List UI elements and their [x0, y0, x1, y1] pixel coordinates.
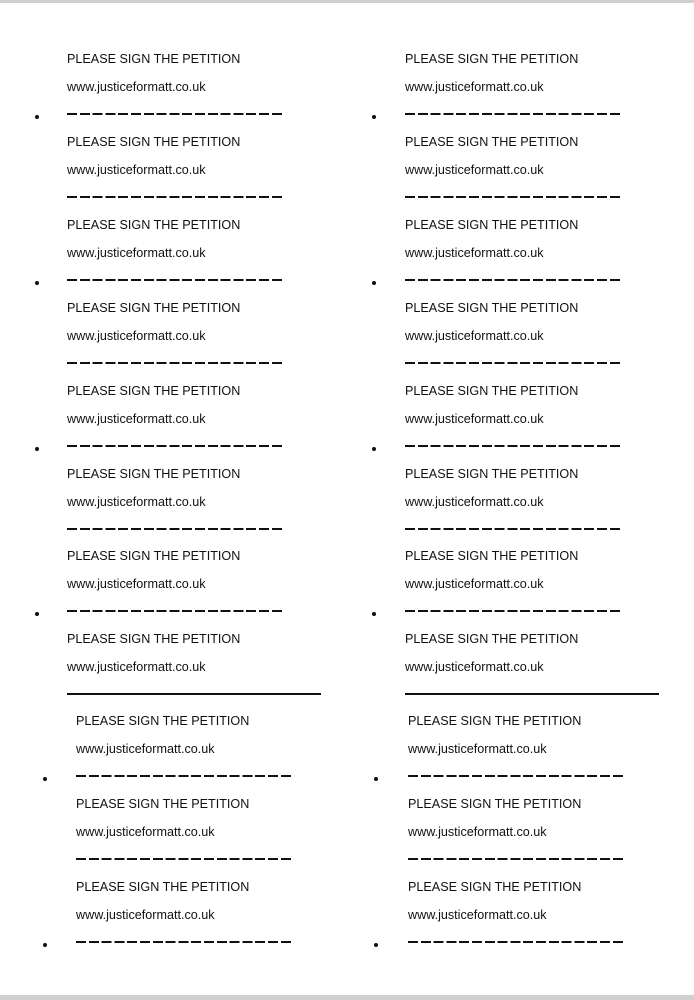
cut-line	[76, 775, 292, 777]
petition-heading: PLEASE SIGN THE PETITION	[405, 135, 579, 149]
petition-url: www.justiceformatt.co.uk	[67, 80, 206, 94]
petition-heading: PLEASE SIGN THE PETITION	[76, 797, 250, 811]
petition-url: www.justiceformatt.co.uk	[67, 495, 206, 509]
petition-heading: PLEASE SIGN THE PETITION	[76, 714, 250, 728]
petition-heading: PLEASE SIGN THE PETITION	[67, 301, 241, 315]
petition-url: www.justiceformatt.co.uk	[76, 742, 215, 756]
petition-heading: PLEASE SIGN THE PETITION	[405, 218, 579, 232]
cut-line	[408, 941, 624, 943]
bullet-dot	[374, 943, 378, 947]
petition-heading: PLEASE SIGN THE PETITION	[405, 549, 579, 563]
bullet-dot	[35, 281, 39, 285]
cut-line	[405, 196, 621, 198]
petition-url: www.justiceformatt.co.uk	[67, 246, 206, 260]
petition-url: www.justiceformatt.co.uk	[405, 246, 544, 260]
cut-line	[67, 445, 283, 447]
cut-line	[67, 362, 283, 364]
bullet-dot	[372, 447, 376, 451]
cut-line	[405, 362, 621, 364]
petition-url: www.justiceformatt.co.uk	[67, 660, 206, 674]
cut-line	[76, 858, 292, 860]
cut-line	[405, 693, 659, 695]
petition-url: www.justiceformatt.co.uk	[67, 412, 206, 426]
cut-line	[405, 279, 621, 281]
cut-line	[408, 775, 624, 777]
petition-url: www.justiceformatt.co.uk	[67, 329, 206, 343]
petition-url: www.justiceformatt.co.uk	[405, 329, 544, 343]
petition-url: www.justiceformatt.co.uk	[408, 742, 547, 756]
petition-heading: PLEASE SIGN THE PETITION	[405, 467, 579, 481]
bullet-dot	[372, 115, 376, 119]
petition-heading: PLEASE SIGN THE PETITION	[67, 218, 241, 232]
bullet-dot	[43, 943, 47, 947]
petition-url: www.justiceformatt.co.uk	[76, 908, 215, 922]
cut-line	[405, 445, 621, 447]
cut-line	[405, 610, 621, 612]
bullet-dot	[374, 777, 378, 781]
page-bottom-edge	[0, 995, 694, 1000]
bullet-dot	[35, 612, 39, 616]
petition-heading: PLEASE SIGN THE PETITION	[408, 880, 582, 894]
petition-url: www.justiceformatt.co.uk	[67, 577, 206, 591]
cut-line	[67, 279, 283, 281]
petition-url: www.justiceformatt.co.uk	[405, 495, 544, 509]
petition-heading: PLEASE SIGN THE PETITION	[67, 135, 241, 149]
petition-url: www.justiceformatt.co.uk	[405, 660, 544, 674]
petition-url: www.justiceformatt.co.uk	[405, 412, 544, 426]
cut-line	[405, 113, 621, 115]
cut-line	[76, 941, 292, 943]
petition-heading: PLEASE SIGN THE PETITION	[67, 52, 241, 66]
petition-heading: PLEASE SIGN THE PETITION	[67, 549, 241, 563]
petition-url: www.justiceformatt.co.uk	[76, 825, 215, 839]
cut-line	[67, 693, 321, 695]
cut-line	[67, 528, 283, 530]
petition-heading: PLEASE SIGN THE PETITION	[67, 632, 241, 646]
cut-line	[408, 858, 624, 860]
petition-url: www.justiceformatt.co.uk	[408, 825, 547, 839]
bullet-dot	[372, 612, 376, 616]
cut-line	[67, 610, 283, 612]
bullet-dot	[35, 447, 39, 451]
petition-url: www.justiceformatt.co.uk	[408, 908, 547, 922]
petition-heading: PLEASE SIGN THE PETITION	[76, 880, 250, 894]
petition-heading: PLEASE SIGN THE PETITION	[405, 52, 579, 66]
cut-line	[405, 528, 621, 530]
bullet-dot	[43, 777, 47, 781]
petition-url: www.justiceformatt.co.uk	[405, 80, 544, 94]
cut-line	[67, 196, 283, 198]
petition-heading: PLEASE SIGN THE PETITION	[67, 467, 241, 481]
petition-url: www.justiceformatt.co.uk	[405, 163, 544, 177]
petition-heading: PLEASE SIGN THE PETITION	[67, 384, 241, 398]
bullet-dot	[35, 115, 39, 119]
petition-url: www.justiceformatt.co.uk	[405, 577, 544, 591]
petition-heading: PLEASE SIGN THE PETITION	[408, 714, 582, 728]
petition-heading: PLEASE SIGN THE PETITION	[405, 632, 579, 646]
petition-heading: PLEASE SIGN THE PETITION	[408, 797, 582, 811]
bullet-dot	[372, 281, 376, 285]
petition-heading: PLEASE SIGN THE PETITION	[405, 384, 579, 398]
petition-url: www.justiceformatt.co.uk	[67, 163, 206, 177]
cut-line	[67, 113, 283, 115]
petition-heading: PLEASE SIGN THE PETITION	[405, 301, 579, 315]
